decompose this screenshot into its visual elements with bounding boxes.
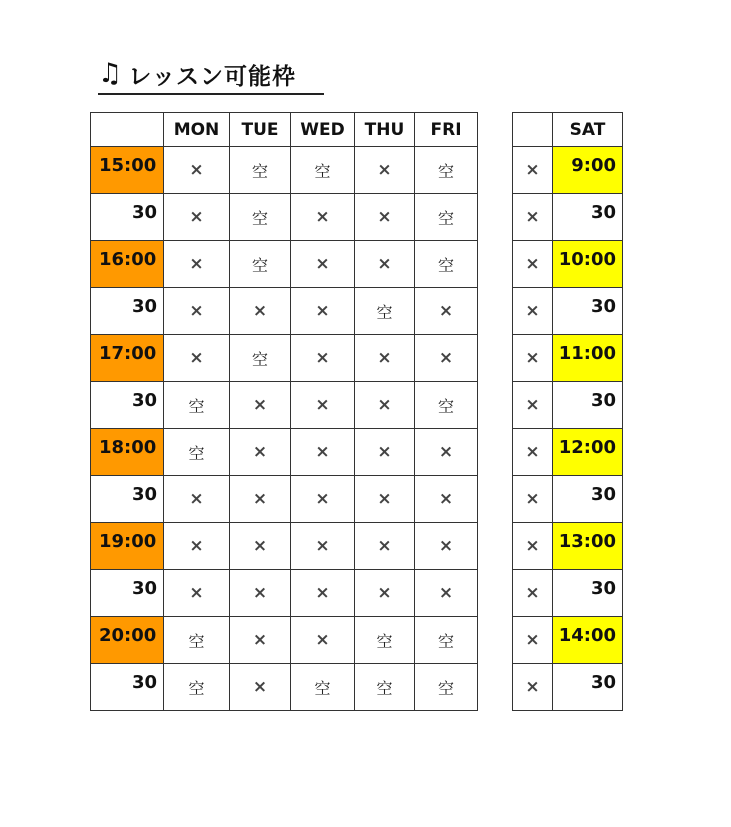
time-row	[91, 335, 478, 382]
slot-unavailable: ×	[230, 523, 291, 570]
sat-time-row	[513, 617, 623, 664]
time-row	[91, 476, 478, 523]
slot-unavailable: ×	[164, 288, 230, 335]
sat-time-row	[513, 241, 623, 288]
slot-unavailable: ×	[513, 664, 553, 711]
sat-time-label: 11:00	[558, 343, 616, 364]
saturday-schedule-table	[512, 112, 623, 711]
slot-unavailable: ×	[513, 382, 553, 429]
day-header-fri: FRI	[415, 113, 478, 147]
time-label: 15:00	[99, 155, 157, 176]
sat-time-row	[513, 382, 623, 429]
slot-unavailable: ×	[513, 288, 553, 335]
time-label: 30	[131, 296, 157, 317]
slot-unavailable: ×	[355, 476, 415, 523]
slot-unavailable: ×	[291, 476, 355, 523]
slot-available: 空	[230, 335, 291, 382]
slot-available: 空	[230, 147, 291, 194]
time-label-cell	[91, 147, 164, 194]
slot-available: 空	[355, 288, 415, 335]
time-label: 18:00	[99, 437, 157, 458]
slot-available: 空	[164, 664, 230, 711]
time-row	[91, 241, 478, 288]
time-label-cell	[91, 617, 164, 664]
sat-time-label: 12:00	[558, 437, 616, 458]
time-row	[91, 194, 478, 241]
slot-unavailable: ×	[291, 617, 355, 664]
time-label: 30	[131, 484, 157, 505]
slot-unavailable: ×	[355, 335, 415, 382]
slot-unavailable: ×	[415, 523, 478, 570]
slot-available: 空	[415, 382, 478, 429]
slot-unavailable: ×	[355, 147, 415, 194]
time-row	[91, 147, 478, 194]
time-label-cell	[91, 523, 164, 570]
slot-unavailable: ×	[355, 194, 415, 241]
time-row	[91, 570, 478, 617]
sat-time-label-cell	[553, 429, 623, 476]
slot-unavailable: ×	[164, 194, 230, 241]
slot-unavailable: ×	[513, 147, 553, 194]
slot-unavailable: ×	[291, 429, 355, 476]
slot-unavailable: ×	[230, 570, 291, 617]
sat-time-label: 30	[590, 390, 616, 411]
day-header-tue: TUE	[230, 113, 291, 147]
slot-unavailable: ×	[291, 241, 355, 288]
sat-time-row	[513, 664, 623, 711]
sat-time-row	[513, 523, 623, 570]
header-row	[91, 113, 478, 147]
sat-time-label-cell	[553, 523, 623, 570]
sat-time-label-cell	[553, 664, 623, 711]
sat-time-label-cell	[553, 570, 623, 617]
time-label-cell	[91, 382, 164, 429]
sat-time-label-cell	[553, 617, 623, 664]
sat-time-label-cell	[553, 335, 623, 382]
slot-unavailable: ×	[291, 570, 355, 617]
slot-available: 空	[415, 617, 478, 664]
time-label-cell	[91, 429, 164, 476]
slot-unavailable: ×	[291, 335, 355, 382]
slot-unavailable: ×	[415, 429, 478, 476]
slot-unavailable: ×	[355, 429, 415, 476]
time-label: 16:00	[99, 249, 157, 270]
page-title	[98, 55, 324, 95]
slot-available: 空	[355, 664, 415, 711]
slot-unavailable: ×	[291, 523, 355, 570]
weekday-schedule-table	[90, 112, 478, 711]
time-row	[91, 288, 478, 335]
sat-time-label: 30	[590, 296, 616, 317]
time-label-cell	[91, 476, 164, 523]
slot-available: 空	[355, 617, 415, 664]
sat-time-row	[513, 147, 623, 194]
sat-time-label-cell	[553, 194, 623, 241]
slot-available: 空	[415, 147, 478, 194]
slot-unavailable: ×	[230, 288, 291, 335]
sat-time-label: 30	[590, 484, 616, 505]
time-label: 30	[131, 202, 157, 223]
time-label: 17:00	[99, 343, 157, 364]
slot-unavailable: ×	[355, 382, 415, 429]
time-label-cell	[91, 664, 164, 711]
time-label: 19:00	[99, 531, 157, 552]
time-label: 30	[131, 390, 157, 411]
sat-time-label: 13:00	[558, 531, 616, 552]
time-label-cell	[91, 288, 164, 335]
slot-unavailable: ×	[291, 382, 355, 429]
slot-unavailable: ×	[355, 570, 415, 617]
slot-unavailable: ×	[415, 288, 478, 335]
slot-unavailable: ×	[513, 429, 553, 476]
music-note-icon: ♫	[98, 57, 123, 89]
slot-unavailable: ×	[164, 241, 230, 288]
time-row	[91, 382, 478, 429]
slot-available: 空	[164, 429, 230, 476]
sat-time-label-cell	[553, 382, 623, 429]
time-label: 30	[131, 578, 157, 599]
sat-time-label: 30	[590, 202, 616, 223]
corner-cell	[91, 113, 164, 147]
time-label: 20:00	[99, 625, 157, 646]
slot-unavailable: ×	[355, 241, 415, 288]
slot-unavailable: ×	[291, 194, 355, 241]
slot-unavailable: ×	[513, 476, 553, 523]
slot-unavailable: ×	[415, 570, 478, 617]
slot-available: 空	[164, 382, 230, 429]
sat-time-label-cell	[553, 241, 623, 288]
slot-unavailable: ×	[230, 382, 291, 429]
slot-available: 空	[415, 241, 478, 288]
slot-available: 空	[291, 147, 355, 194]
sat-header-row	[513, 113, 623, 147]
sat-time-label-cell	[553, 288, 623, 335]
time-row	[91, 429, 478, 476]
page-title-text: レッスン可能枠	[128, 63, 296, 90]
slot-unavailable: ×	[513, 194, 553, 241]
slot-available: 空	[230, 194, 291, 241]
slot-unavailable: ×	[164, 335, 230, 382]
time-label-cell	[91, 194, 164, 241]
slot-unavailable: ×	[513, 617, 553, 664]
slot-unavailable: ×	[230, 476, 291, 523]
day-header-mon: MON	[164, 113, 230, 147]
sat-time-label-cell	[553, 476, 623, 523]
slot-unavailable: ×	[513, 523, 553, 570]
slot-unavailable: ×	[355, 523, 415, 570]
slot-unavailable: ×	[513, 241, 553, 288]
slot-unavailable: ×	[164, 523, 230, 570]
time-row	[91, 617, 478, 664]
time-label-cell	[91, 570, 164, 617]
slot-unavailable: ×	[291, 288, 355, 335]
sat-time-label: 14:00	[558, 625, 616, 646]
slot-unavailable: ×	[164, 476, 230, 523]
slot-available: 空	[415, 194, 478, 241]
time-label-cell	[91, 335, 164, 382]
slot-unavailable: ×	[230, 429, 291, 476]
sat-time-label: 10:00	[558, 249, 616, 270]
slot-unavailable: ×	[513, 335, 553, 382]
slot-unavailable: ×	[164, 147, 230, 194]
slot-unavailable: ×	[164, 570, 230, 617]
sat-time-row	[513, 194, 623, 241]
day-header-wed: WED	[291, 113, 355, 147]
slot-unavailable: ×	[415, 476, 478, 523]
time-row	[91, 664, 478, 711]
sat-corner-cell	[513, 113, 553, 147]
time-label-cell	[91, 241, 164, 288]
sat-time-row	[513, 429, 623, 476]
slot-available: 空	[230, 241, 291, 288]
sat-time-row	[513, 476, 623, 523]
slot-unavailable: ×	[513, 570, 553, 617]
sat-time-label: 9:00	[571, 155, 616, 176]
slot-unavailable: ×	[230, 664, 291, 711]
slot-available: 空	[291, 664, 355, 711]
slot-available: 空	[164, 617, 230, 664]
sat-time-row	[513, 335, 623, 382]
sat-time-label: 30	[590, 578, 616, 599]
time-label: 30	[131, 672, 157, 693]
day-header-sat: SAT	[553, 113, 623, 147]
sat-time-row	[513, 570, 623, 617]
sat-time-label-cell	[553, 147, 623, 194]
sat-time-row	[513, 288, 623, 335]
slot-unavailable: ×	[230, 617, 291, 664]
slot-unavailable: ×	[415, 335, 478, 382]
slot-available: 空	[415, 664, 478, 711]
sat-time-label: 30	[590, 672, 616, 693]
day-header-thu: THU	[355, 113, 415, 147]
time-row	[91, 523, 478, 570]
